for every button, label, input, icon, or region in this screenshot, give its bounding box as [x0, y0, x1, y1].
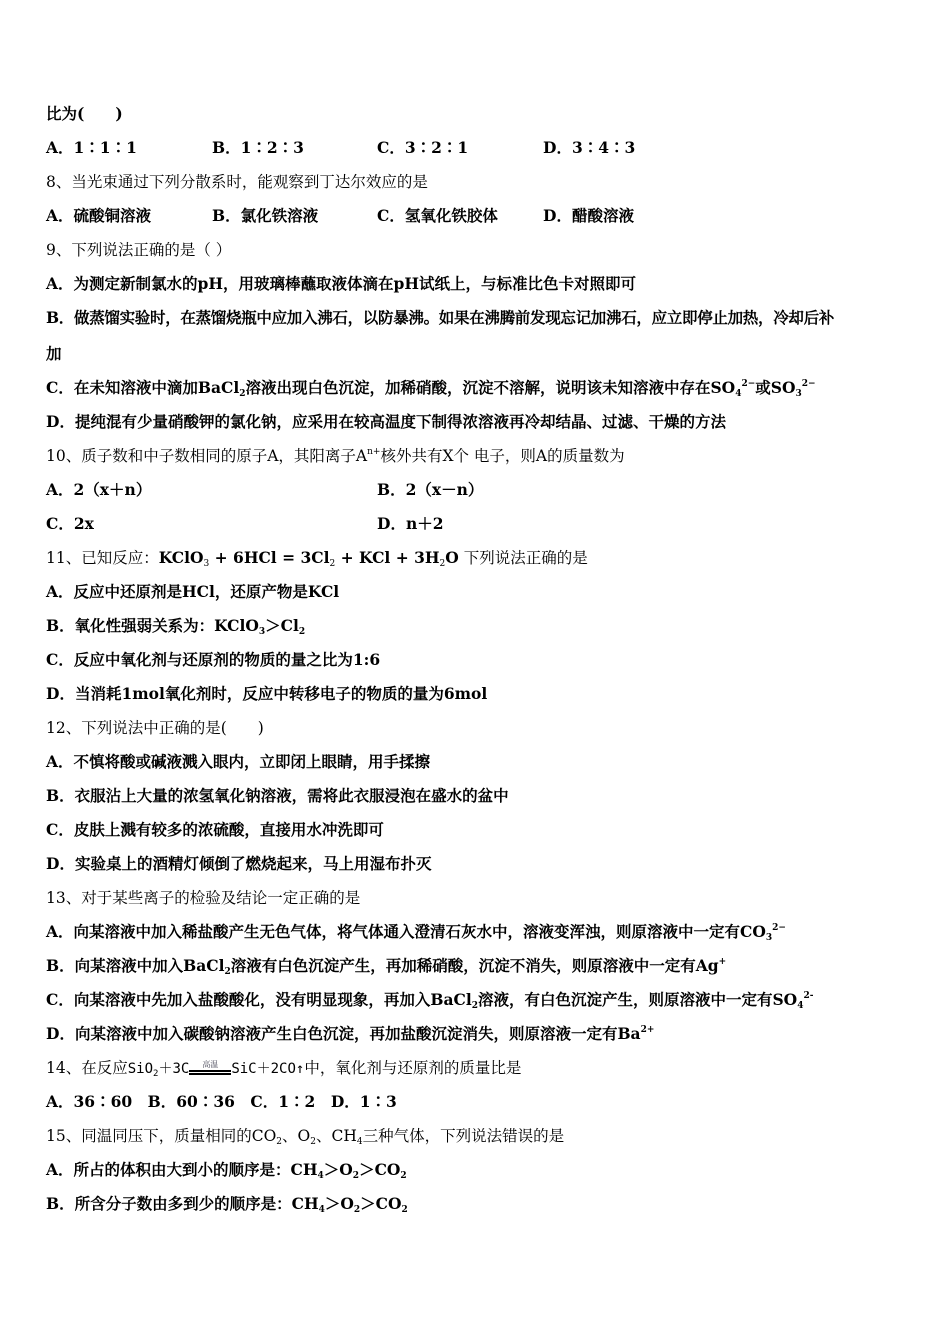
q13-stem: 13、对于某些离子的检验及结论一定正确的是 — [46, 889, 361, 907]
q7-option-d: D．3∶4∶3 — [543, 138, 636, 157]
q8-stem: 8、当光束通过下列分散系时，能观察到丁达尔效应的是 — [46, 173, 428, 191]
q13-option-b: B．向某溶液中加入BaCl$_2$溶液有白色沉淀产生，再加稀硝酸，沉淀不消失，则原溶液中一定有Ag+ — [46, 956, 727, 977]
q9-option-c: C．在未知溶液中滴加BaCl$_2$溶液出现白色沉淀，加稀硝酸，沉淀不溶解，说明该未知溶液中存在$SO_4^{2-}$或$SO_3^{2-}$ — [46, 378, 816, 399]
q12-option-d: D．实验桌上的酒精灯倾倒了燃烧起来，马上用湿布扑灭 — [46, 854, 432, 873]
q9-option-b-cont: 加 — [46, 344, 62, 363]
q13-option-d: D．向某溶液中加入碳酸钠溶液产生白色沉淀，再加盐酸沉淀消失，则原溶液一定有$Ba^{2+}$ — [46, 1024, 655, 1043]
q15-stem: 15、同温同压下，质量相同的$CO_2$、$O_2$、$CH_4$三种气体，下列说法错误的是 — [46, 1127, 565, 1147]
q7-stem-end: 比为( ) — [46, 104, 123, 123]
q10-options-row1 — [46, 480, 746, 500]
q12-option-c: C．皮肤上溅有较多的浓硫酸，直接用水冲洗即可 — [46, 820, 384, 839]
q10-option-a: A．2（x＋n） — [46, 480, 152, 499]
q8-option-b: B．氯化铁溶液 — [212, 206, 319, 225]
q10-option-b: B．2（x－n） — [377, 480, 484, 499]
q7-option-c: C．3∶2∶1 — [377, 138, 469, 157]
q14-options: A．36∶60 B．60∶36 C．1∶2 D．1∶3 — [46, 1092, 397, 1111]
q10-option-c: C．2x — [46, 514, 94, 533]
q12-option-a: A．不慎将酸或碱液溅入眼内，立即闭上眼睛，用手揉擦 — [46, 752, 431, 771]
q15-option-b: B．所含分子数由多到少的顺序是：$CH_4>O_2>CO_2$ — [46, 1194, 408, 1215]
q9-option-a: A．为测定新制氯水的pH，用玻璃棒蘸取液体滴在pH试纸上，与标准比色卡对照即可 — [46, 274, 636, 293]
q8-option-a: A．硫酸铜溶液 — [46, 206, 152, 225]
reaction-condition-label: 高温 — [202, 1060, 219, 1069]
q14-stem: 14、在反应SiO$_2$＋3C 高温 SiC＋2CO↑中，氧化剂与还原剂的质量比是 — [46, 1059, 522, 1079]
q7-option-a: A．1∶1∶1 — [46, 138, 137, 157]
q10-stem: 10、质子数和中子数相同的原子A，其阳离子$A^{n+}$核外共有X个 电子，则A的质量数为 — [46, 447, 625, 465]
q14-equation: SiO$_2$＋3C 高温 SiC＋2CO↑ — [127, 1060, 305, 1079]
q11-option-a: A．反应中还原剂是HCl，还原产物是KCl — [46, 582, 340, 601]
q11-option-d: D．当消耗1mol氧化剂时，反应中转移电子的物质的量为6mol — [46, 684, 488, 703]
q15-option-a: A．所占的体积由大到小的顺序是：$CH_4>O_2>CO_2$ — [46, 1160, 407, 1181]
reaction-condition-arrow — [189, 1061, 231, 1075]
q10-options-row2 — [46, 514, 746, 534]
q8-option-d: D．醋酸溶液 — [543, 206, 634, 225]
q10-option-d: D．n＋2 — [377, 514, 444, 533]
q12-stem: 12、下列说法中正确的是( ) — [46, 719, 264, 737]
q9-option-b: B．做蒸馏实验时，在蒸馏烧瓶中应加入沸石，以防暴沸。如果在沸腾前发现忘记加沸石，应立即停止加热，冷却后补 — [46, 308, 835, 327]
q8-option-c: C．氢氧化铁胶体 — [377, 206, 498, 225]
q13-option-c: C．向某溶液中先加入盐酸酸化，没有明显现象，再加入BaCl$_2$溶液，有白色沉淀产生，则原溶液中一定有$SO_4^{2-}$ — [46, 990, 814, 1011]
q11-option-c: C．反应中氧化剂与还原剂的物质的量之比为1:6 — [46, 650, 381, 669]
q11-stem: 11、已知反应：KClO$_3$ + $6HCl = 3Cl_2$ + KCl + $3H_2O$ 下列说法正确的是 — [46, 548, 588, 569]
q13-option-a: A．向某溶液中加入稀盐酸产生无色气体，将气体通入澄清石灰水中，溶液变浑浊，则原溶液中一定有$CO_3^{2-}$ — [46, 922, 786, 943]
q9-option-d: D．提纯混有少量硝酸钾的氯化钠，应采用在较高温度下制得浓溶液再冷却结晶、过滤、干燥的方法 — [46, 412, 726, 431]
q12-option-b: B．衣服沾上大量的浓氢氧化钠溶液，需将此衣服浸泡在盛水的盆中 — [46, 786, 509, 805]
q7-option-b: B．1∶2∶3 — [212, 138, 304, 157]
q7-options — [46, 138, 746, 158]
q9-stem: 9、下列说法正确的是（ ） — [46, 241, 232, 259]
q8-options — [46, 206, 746, 226]
q11-option-b: B．氧化性强弱关系为：$KClO_3>Cl_2$ — [46, 616, 306, 637]
